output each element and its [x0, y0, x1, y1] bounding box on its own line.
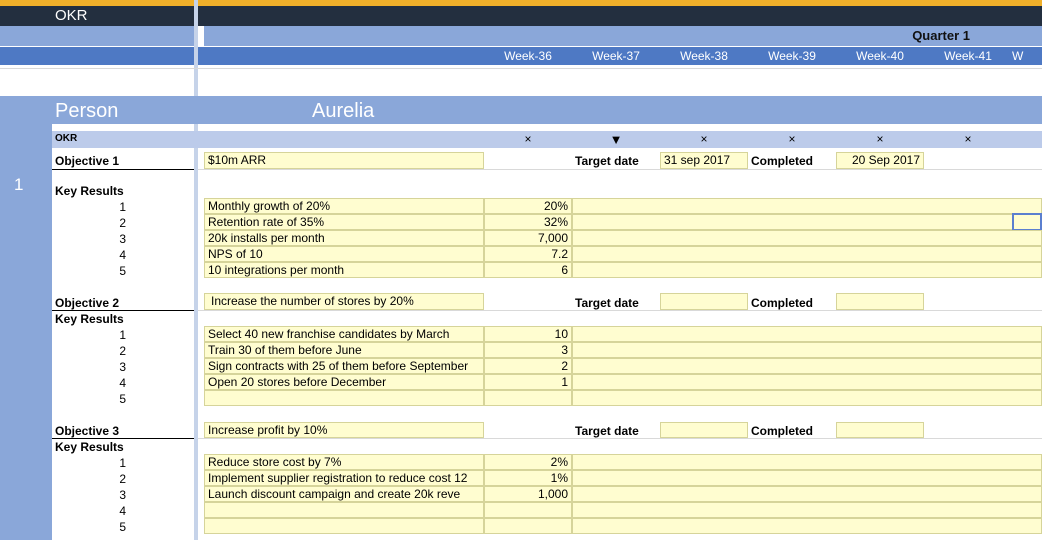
kr-text-cell[interactable]: Train 30 of them before June [204, 342, 484, 358]
divider [52, 169, 194, 170]
person-name: Aurelia [312, 100, 375, 122]
kr-number: 2 [119, 472, 126, 486]
week-header[interactable]: Week-39 [768, 49, 816, 63]
kr-text-cell[interactable] [204, 502, 484, 518]
week-header[interactable]: Week-36 [504, 49, 552, 63]
kr-value-cell[interactable]: 6 [484, 262, 572, 278]
kr-value-cell[interactable]: 1% [484, 470, 572, 486]
completed-date-cell[interactable]: 20 Sep 2017 [836, 152, 924, 169]
kr-number: 5 [119, 264, 126, 278]
objective-label: Objective 1 [55, 154, 120, 168]
kr-value-cell[interactable]: 32% [484, 214, 572, 230]
kr-value-cell[interactable]: 7,000 [484, 230, 572, 246]
completed-label: Completed [751, 154, 814, 168]
frozen-pane-divider[interactable] [194, 0, 198, 540]
week-cells[interactable] [572, 454, 1042, 470]
kr-text-cell[interactable]: Launch discount campaign and create 20k reve [204, 486, 484, 502]
target-date-label: Target date [575, 296, 639, 310]
kr-text-cell[interactable]: Reduce store cost by 7% [204, 454, 484, 470]
kr-number: 5 [119, 520, 126, 534]
kr-text-cell[interactable]: 10 integrations per month [204, 262, 484, 278]
completed-date-cell[interactable] [836, 293, 924, 310]
key-results-label: Key Results [55, 312, 124, 326]
kr-value-cell[interactable]: 7.2 [484, 246, 572, 262]
kr-value-cell[interactable]: 20% [484, 198, 572, 214]
week-header[interactable]: Week-38 [680, 49, 728, 63]
kr-text-cell[interactable]: Monthly growth of 20% [204, 198, 484, 214]
close-icon[interactable]: × [964, 132, 972, 146]
week-cells[interactable] [572, 326, 1042, 342]
kr-text-cell[interactable]: Retention rate of 35% [204, 214, 484, 230]
close-icon[interactable]: × [524, 132, 532, 146]
okr-label: OKR [55, 133, 78, 144]
row-group-column [0, 96, 52, 540]
week-cells[interactable] [572, 486, 1042, 502]
completed-date-cell[interactable] [836, 422, 924, 438]
divider [0, 68, 1042, 69]
kr-text-cell[interactable]: Sign contracts with 25 of them before September [204, 358, 484, 374]
week-header[interactable]: Week-37 [592, 49, 640, 63]
kr-value-cell[interactable] [484, 518, 572, 534]
selected-cell[interactable] [1012, 213, 1042, 231]
person-band [0, 96, 1042, 124]
divider [52, 438, 194, 439]
kr-text-cell[interactable] [204, 518, 484, 534]
week-cells[interactable] [572, 230, 1042, 246]
objective-label: Objective 2 [55, 296, 120, 310]
completed-label: Completed [751, 424, 814, 438]
target-date-label: Target date [575, 424, 639, 438]
divider [198, 310, 1042, 311]
title-bar [0, 6, 1042, 26]
kr-number: 1 [119, 200, 126, 214]
week-cells[interactable] [572, 342, 1042, 358]
sheet-title: OKR [55, 7, 88, 24]
kr-value-cell[interactable] [484, 390, 572, 406]
kr-value-cell[interactable]: 10 [484, 326, 572, 342]
kr-number: 3 [119, 360, 126, 374]
week-cells[interactable] [572, 518, 1042, 534]
week-header[interactable]: Week-40 [856, 49, 904, 63]
kr-value-cell[interactable]: 3 [484, 342, 572, 358]
close-icon[interactable]: × [876, 132, 884, 146]
kr-number: 5 [119, 392, 126, 406]
kr-value-cell[interactable]: 1,000 [484, 486, 572, 502]
close-icon[interactable]: × [788, 132, 796, 146]
target-date-label: Target date [575, 154, 639, 168]
objective-text-cell[interactable]: Increase the number of stores by 20% [204, 293, 484, 310]
dropdown-arrow-icon[interactable]: ▼ [609, 132, 623, 147]
quarter-label: Quarter 1 [912, 28, 970, 43]
kr-number: 4 [119, 248, 126, 262]
week-cells[interactable] [572, 262, 1042, 278]
kr-value-cell[interactable]: 2 [484, 358, 572, 374]
kr-value-cell[interactable]: 2% [484, 454, 572, 470]
divider [198, 169, 1042, 170]
week-header[interactable]: Week-41 [944, 49, 992, 63]
objective-label: Objective 3 [55, 424, 120, 438]
kr-text-cell[interactable]: Implement supplier registration to reduce cost 12 [204, 470, 484, 486]
target-date-cell[interactable] [660, 422, 748, 438]
kr-text-cell[interactable]: NPS of 10 [204, 246, 484, 262]
kr-number: 1 [119, 456, 126, 470]
week-cells[interactable] [572, 214, 1042, 230]
week-cells[interactable] [572, 246, 1042, 262]
divider [52, 310, 194, 311]
kr-value-cell[interactable] [484, 502, 572, 518]
kr-number: 1 [119, 328, 126, 342]
divider [198, 438, 1042, 439]
week-cells[interactable] [572, 358, 1042, 374]
completed-label: Completed [751, 296, 814, 310]
person-label: Person [55, 100, 119, 122]
kr-value-cell[interactable]: 1 [484, 374, 572, 390]
target-date-cell[interactable]: 31 sep 2017 [660, 152, 748, 169]
kr-number: 2 [119, 344, 126, 358]
kr-number: 2 [119, 216, 126, 230]
week-cells[interactable] [572, 390, 1042, 406]
kr-text-cell[interactable]: Select 40 new franchise candidates by March [204, 326, 484, 342]
week-cells[interactable] [572, 374, 1042, 390]
kr-text-cell[interactable] [204, 390, 484, 406]
kr-text-cell[interactable]: 20k installs per month [204, 230, 484, 246]
week-cells[interactable] [572, 198, 1042, 214]
close-icon[interactable]: × [700, 132, 708, 146]
kr-number: 3 [119, 488, 126, 502]
objective-text-cell[interactable]: Increase profit by 10% [204, 422, 484, 438]
key-results-label: Key Results [55, 440, 124, 454]
week-header[interactable]: W [1012, 49, 1024, 63]
kr-number: 4 [119, 504, 126, 518]
kr-text-cell[interactable]: Open 20 stores before December [204, 374, 484, 390]
kr-number: 4 [119, 376, 126, 390]
key-results-label: Key Results [55, 184, 124, 198]
quarter-band-left [0, 26, 196, 46]
target-date-cell[interactable] [660, 293, 748, 310]
week-cells[interactable] [572, 470, 1042, 486]
row-number: 1 [14, 175, 24, 194]
kr-number: 3 [119, 232, 126, 246]
week-cells[interactable] [572, 502, 1042, 518]
objective-text-cell[interactable]: $10m ARR [204, 152, 484, 169]
